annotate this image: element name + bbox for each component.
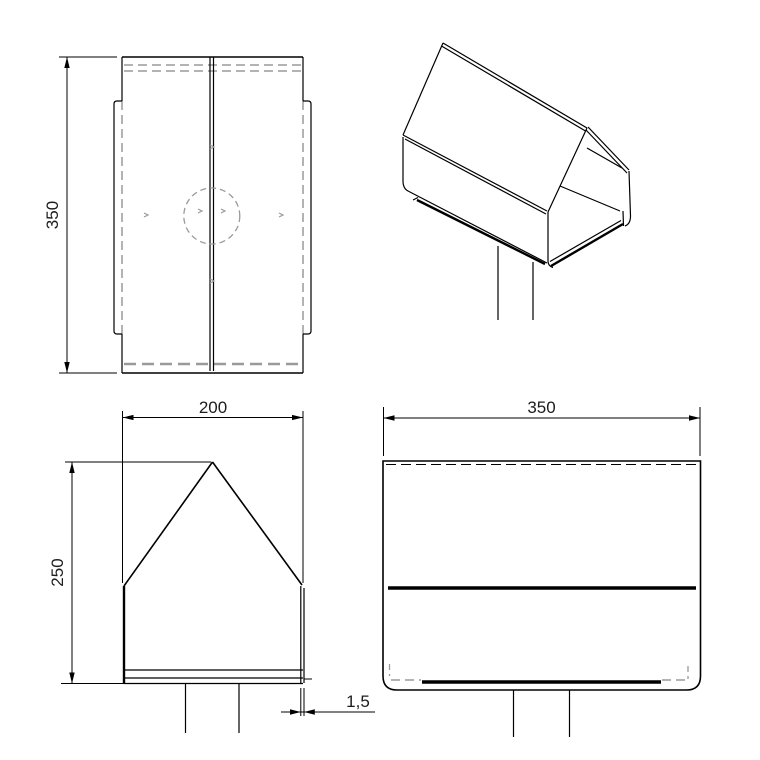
iso-ridge-outer bbox=[443, 43, 587, 128]
iso-left-wall-bottom-rail bbox=[417, 200, 545, 264]
iso-floor-front-edge bbox=[551, 224, 623, 266]
dimension-label-250: 250 bbox=[48, 558, 67, 587]
isometric-view bbox=[403, 43, 631, 320]
iso-gable-corner-edge bbox=[548, 212, 553, 268]
hidden-post-circle bbox=[184, 188, 240, 244]
iso-right-wall-edge bbox=[625, 171, 631, 226]
dimension-label-350-horizontal: 350 bbox=[527, 398, 556, 417]
iso-gable-left-slope bbox=[548, 128, 587, 212]
iso-ridge-inner bbox=[442, 46, 586, 131]
left-wall-flap bbox=[114, 101, 122, 334]
dimension-front-width bbox=[123, 398, 304, 583]
side-view bbox=[383, 461, 701, 737]
front-roof-right-slope bbox=[213, 462, 303, 585]
right-wall-flap bbox=[303, 101, 311, 334]
iso-left-eave-inner bbox=[405, 139, 546, 214]
iso-inner-wall-line bbox=[560, 186, 620, 211]
side-view-outline bbox=[383, 461, 701, 690]
dimension-wall-thickness bbox=[281, 688, 375, 716]
dimension-top-view-depth bbox=[43, 57, 117, 373]
iso-floor-right-cap bbox=[623, 211, 624, 226]
top-view bbox=[114, 57, 311, 373]
dimension-front-height bbox=[48, 462, 211, 684]
front-roof-left-slope bbox=[124, 462, 213, 586]
dimension-label-1-5: 1,5 bbox=[346, 692, 370, 711]
dimension-side-width bbox=[384, 398, 701, 456]
dimension-label-350-vertical: 350 bbox=[43, 200, 62, 230]
front-view bbox=[124, 462, 312, 733]
dimension-label-200: 200 bbox=[198, 398, 228, 417]
iso-far-gable-edge bbox=[403, 43, 443, 135]
iso-floor-inner-edge bbox=[550, 221, 621, 262]
iso-gable-right-slope-outer bbox=[588, 127, 629, 170]
